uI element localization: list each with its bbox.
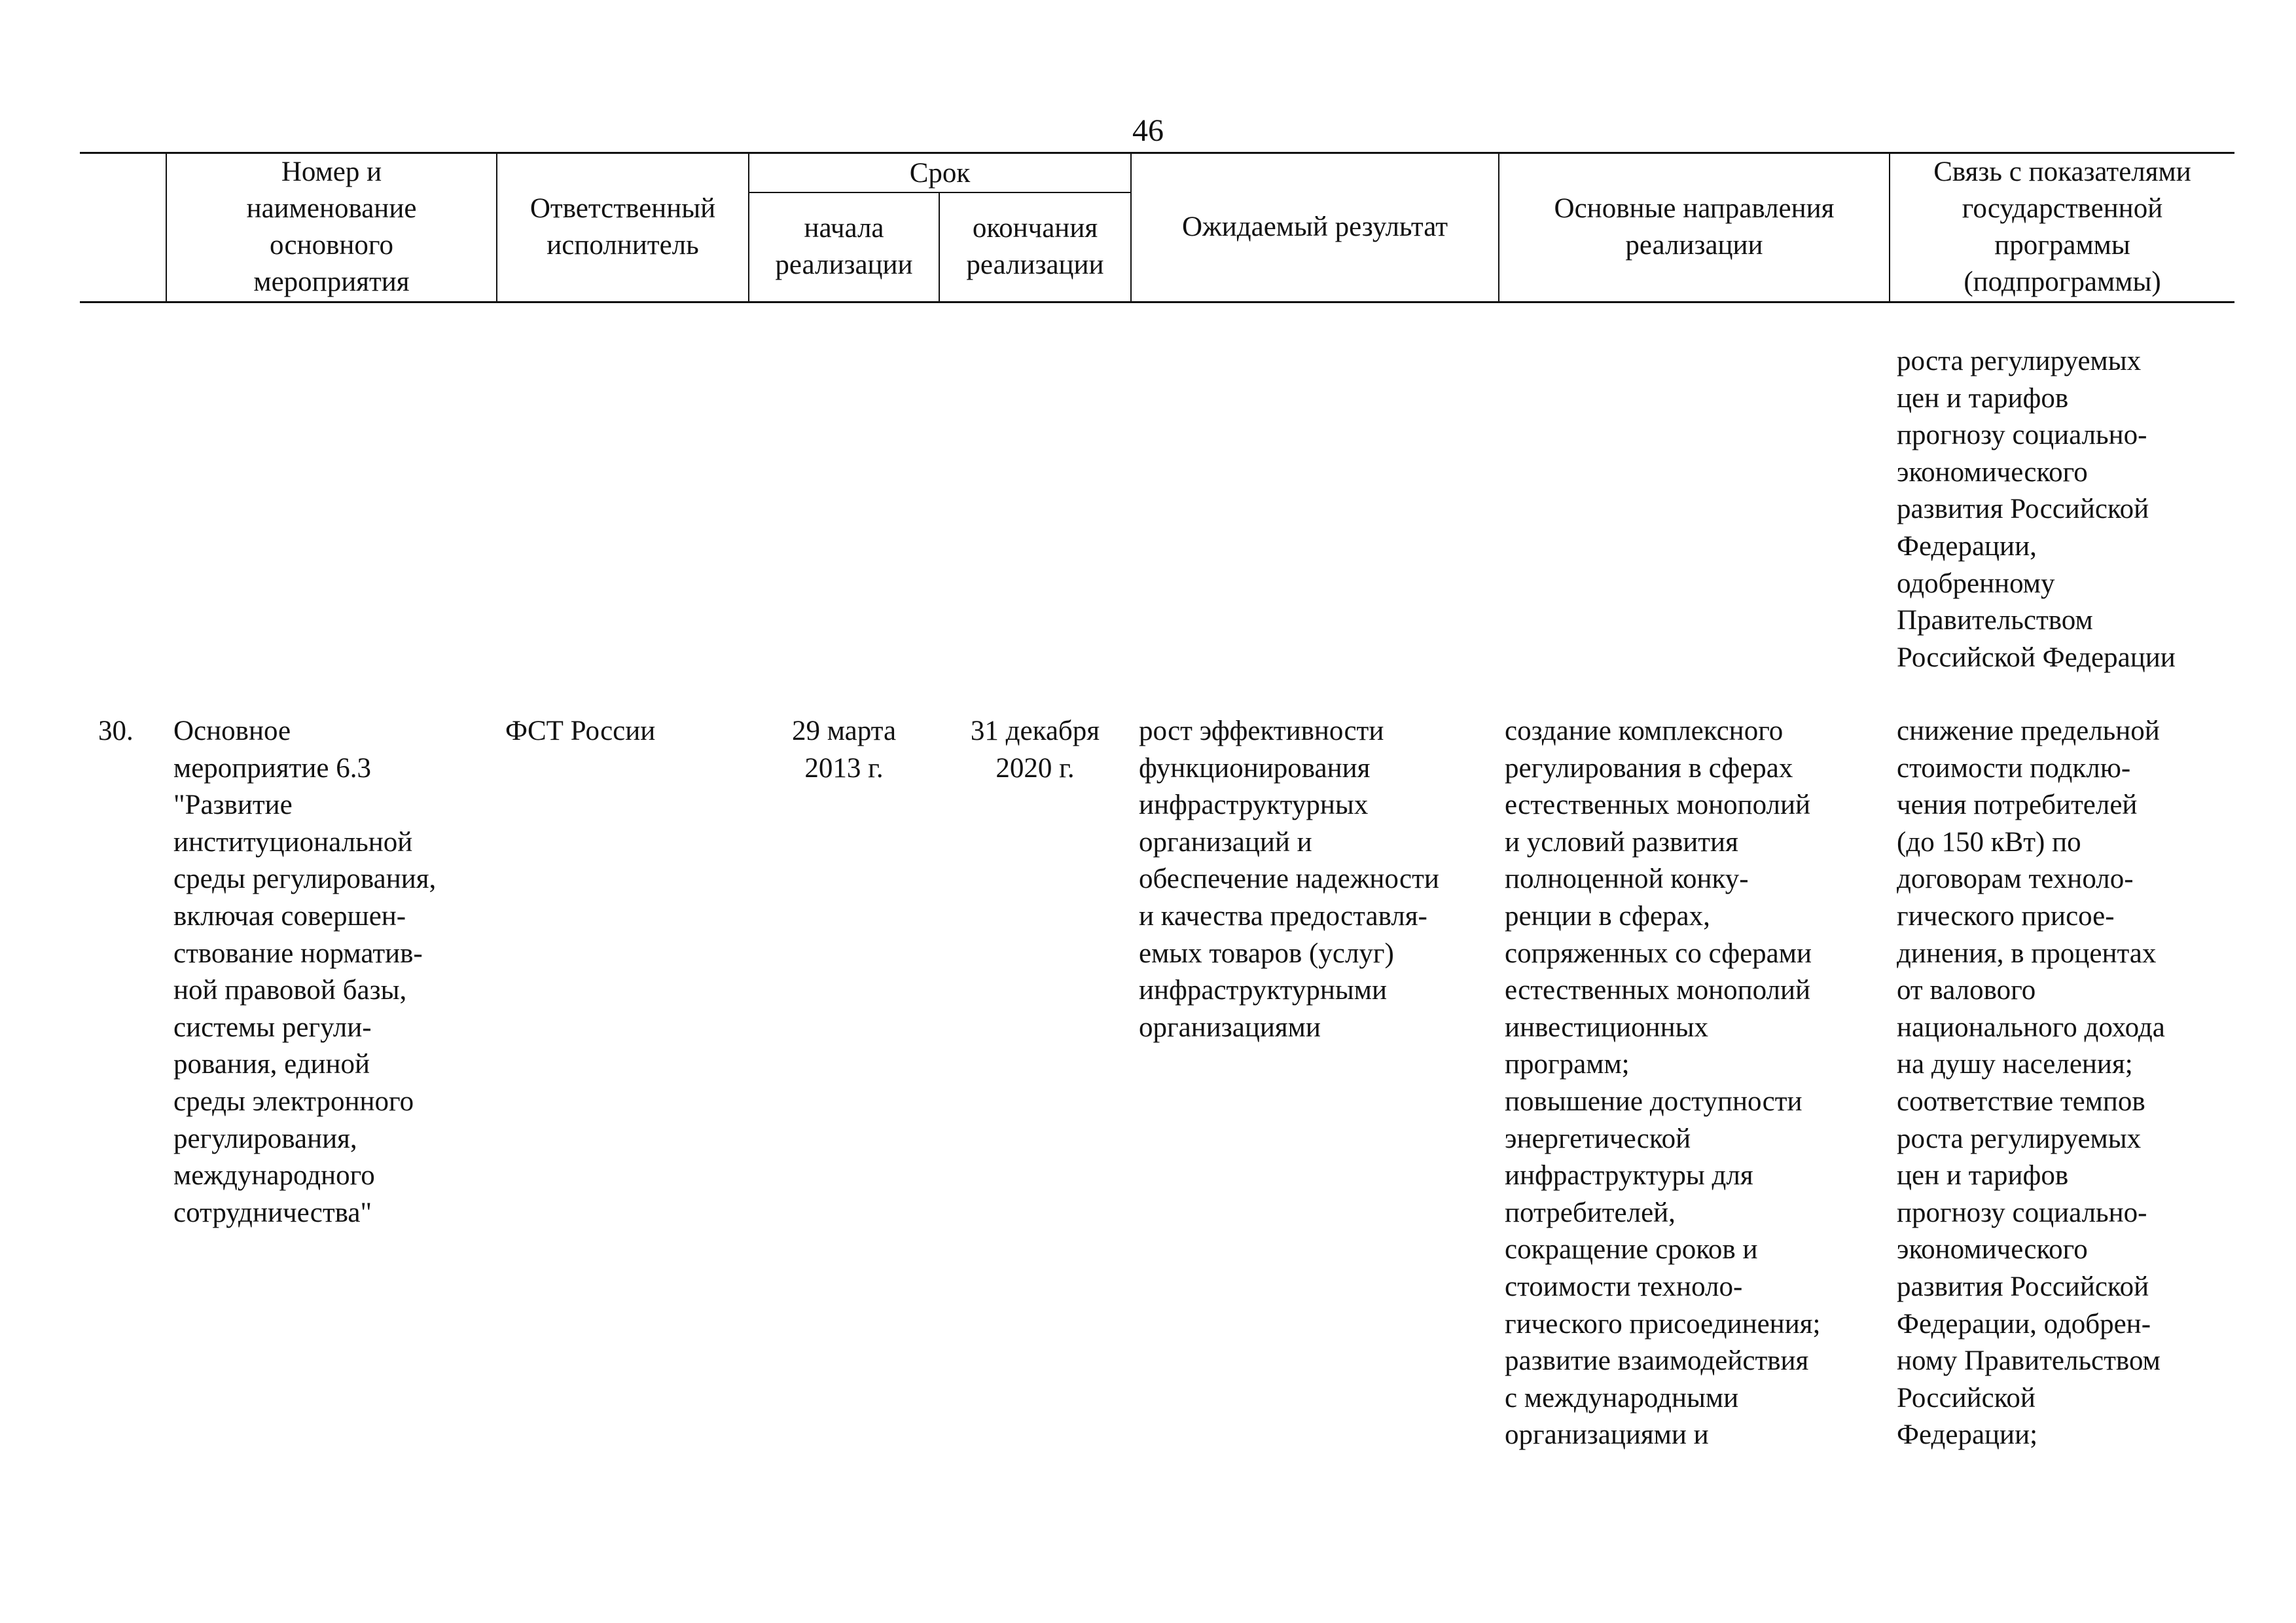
row-start-date: 29 марта 2013 г.	[791, 716, 897, 784]
header-term: Срок	[909, 157, 971, 189]
header-bottom-rule	[80, 301, 2234, 303]
row-executor: ФСТ России	[505, 716, 656, 746]
header-name: Номер и наименование основного мероприятия	[246, 156, 417, 297]
page-number: 46	[1132, 113, 1164, 148]
header-executor: Ответственный исполнитель	[529, 193, 716, 261]
row-result: рост эффективности функционирования инфраструктурных организаций и обеспечение надежности и качества предоставля- емых товаров (услуг) инфраструктурными организациями	[1139, 716, 1439, 1043]
header-term-end: окончания реализации	[966, 213, 1104, 280]
header-term-start: начала реализации	[775, 213, 913, 280]
header-link: Связь с показателями государственной программы (подпрограммы)	[1933, 156, 2191, 297]
row-name: Основное мероприятие 6.3 "Развитие институциональной среды регулирования, включая совершен- ствование норматив- ной правовой базы, системы регули- рования, единой среды электронного регулирования, международного сотрудничества"	[173, 716, 437, 1228]
row-end-date: 31 декабря 2020 г.	[970, 716, 1100, 784]
row-link: снижение предельной стоимости подклю- чения потребителей (до 150 кВт) по договорам техноло- гического присое- динения, в процентах от валового национального дохода на душу населения; соответствие темпов роста регулируемых цен и тарифов прогнозу социально- экономического развития Российской Федерации, одобрен- ному Правительством Российской Федерации;	[1897, 716, 2165, 1451]
row-number: 30.	[98, 716, 134, 746]
continuation-link-text: роста регулируемых цен и тарифов прогнозу социально- экономического развития Российской Федерации, одобренному Правительством Российской Федерации	[1897, 346, 2176, 673]
row-directions: создание комплексного регулирования в сферах естественных монополий и условий развития полноценной конку- ренции в сферах, сопряженных со сферами естественных монополий инвестиционных программ; повышение доступности энергетической инфраструктуры для потребителей, сокращение сроков и стоимости техноло- гического присоединения; развитие взаимодействия с международными организациями и	[1505, 716, 1821, 1451]
term-divider-rule	[749, 192, 1131, 193]
header-directions: Основные направления реализации	[1554, 193, 1835, 261]
header-result: Ожидаемый результат	[1181, 211, 1448, 242]
